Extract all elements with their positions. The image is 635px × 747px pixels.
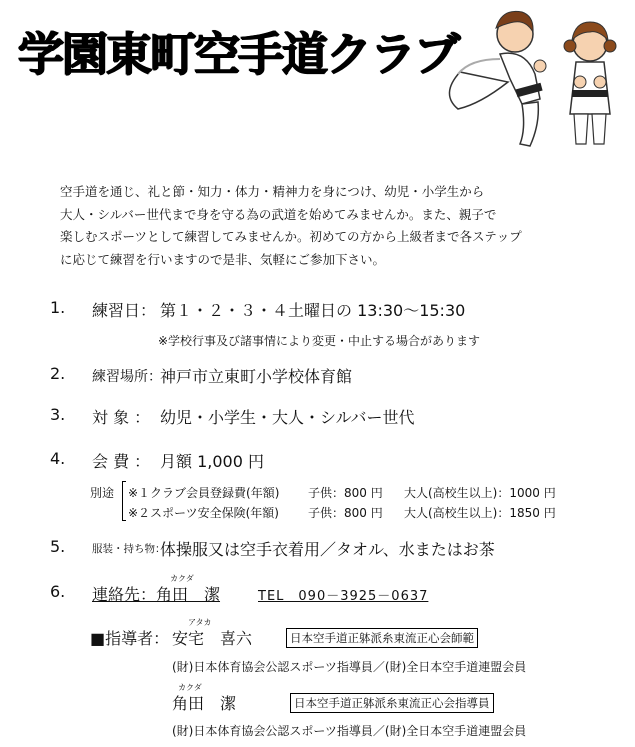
instructors-heading: ■指導者： bbox=[90, 629, 170, 648]
item-number: 4. bbox=[50, 449, 66, 468]
item-label: 連絡先： bbox=[92, 585, 157, 604]
name-ruby: カクダ bbox=[178, 683, 202, 692]
item-number: 3. bbox=[50, 405, 66, 424]
fee-child: 子供：800 円 bbox=[308, 506, 383, 520]
page-title: 学園東町空手道クラブ bbox=[18, 27, 458, 81]
practice-schedule: 第１・２・３・４土曜日の 13:30～15:30 bbox=[160, 301, 466, 320]
kicking-boy-figure bbox=[449, 11, 546, 146]
contact-phone: TEL 090－3925－0637 bbox=[258, 589, 429, 604]
karate-kids-illustration bbox=[430, 4, 630, 154]
intro-line: 大人・シルバー世代まで身を守る為の武道を始めてみませんか。また、親子で bbox=[60, 206, 497, 222]
item-number: 1. bbox=[50, 298, 66, 317]
intro-line: 楽しむスポーツとして練習してみませんか。初めての方から上級者まで各ステップ bbox=[60, 229, 522, 244]
name-ruby: カクダ bbox=[170, 574, 194, 583]
name-ruby: アタカ bbox=[188, 618, 212, 627]
dress-code: 体操服又は空手衣着用／タオル、水またはお茶 bbox=[160, 540, 495, 559]
instructor-rank-badge: 日本空手道正躰派糸東流正心会指導員 bbox=[290, 693, 494, 713]
item-label: 対 象 ： bbox=[92, 408, 151, 427]
instructor-name: 安宅 喜六 bbox=[172, 629, 253, 648]
fee-name: ※２スポーツ安全保険(年額) bbox=[128, 506, 279, 520]
item-label: 服装・持ち物： bbox=[92, 543, 166, 555]
monthly-fee: 月額 1,000 円 bbox=[160, 452, 264, 471]
practice-location: 神戸市立東町小学校体育館 bbox=[160, 367, 353, 386]
extra-fee-label: 別途 bbox=[90, 486, 115, 500]
instructor-affiliation: (財)日本体育協会公認スポーツ指導員／(財)全日本空手道連盟会員 bbox=[172, 660, 527, 674]
intro-paragraph bbox=[60, 181, 522, 271]
item-number: 5. bbox=[50, 537, 66, 556]
item-label: 練習日： bbox=[92, 301, 157, 320]
intro-line: 空手道を通じ、礼と節・知力・体力・精神力を身につけ、幼児・小学生から bbox=[60, 184, 485, 199]
instructor-rank-badge: 日本空手道正躰派糸東流正心会師範 bbox=[286, 628, 478, 648]
intro-line: に応じて練習を行いますので是非、気軽にご参加下さい。 bbox=[60, 251, 386, 267]
item-label: 会 費 ： bbox=[92, 452, 151, 471]
fee-adult: 大人(高校生以上)：1000 円 bbox=[404, 486, 556, 500]
fee-name: ※１クラブ会員登録費(年額) bbox=[128, 486, 280, 500]
target-audience: 幼児・小学生・大人・シルバー世代 bbox=[160, 408, 415, 427]
fee-bracket bbox=[122, 481, 126, 521]
instructor-name: 角田 潔 bbox=[172, 694, 237, 713]
girl-figure bbox=[564, 22, 616, 144]
contact-name: 角田 潔 bbox=[156, 585, 221, 604]
fee-adult: 大人(高校生以上)：1850 円 bbox=[404, 506, 556, 520]
fee-child: 子供：800 円 bbox=[308, 486, 383, 500]
item-number: 6. bbox=[50, 582, 66, 601]
item-label: 練習場所： bbox=[92, 369, 162, 385]
schedule-note: ※学校行事及び諸事情により変更・中止する場合があります bbox=[158, 334, 481, 348]
instructor-affiliation: (財)日本体育協会公認スポーツ指導員／(財)全日本空手道連盟会員 bbox=[172, 724, 527, 738]
item-number: 2. bbox=[50, 364, 66, 383]
